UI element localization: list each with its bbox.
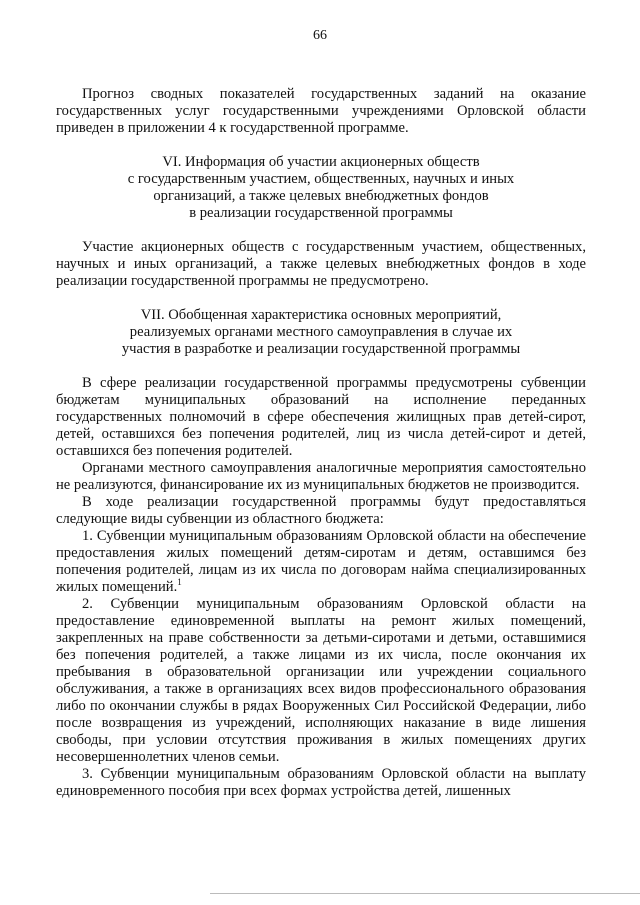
heading-line: реализуемых органами местного самоуправления в случае их: [129, 324, 513, 340]
list-item-2: 2. Субвенции муниципальным образованиям Орловской области на предоставление единовременной выплаты на ремонт жилых помещений, закрепленных на праве собственности за детьми-сиротами и детьми, оставшимися без попечения родителей, а также лицами из их числа, после окончания их пребывания в образовательной организации или учреждении социального обслуживания, а также в организациях всех видов профессионального образования либо по окончании службы в рядах Вооруженных Сил Российской Федерации, либо после возвращения из учреждений, исполняющих наказание в виде лишения свободы, при условии отсутствия проживания в жилых помещениях других несовершеннолетних членов семьи.: [56, 596, 586, 765]
section-6-heading: [56, 154, 586, 222]
document-body: [56, 86, 586, 800]
list-item-1: [56, 528, 586, 596]
local-government-paragraph: Органами местного самоуправления аналогичные мероприятия самостоятельно не реализуются, финансирование их из муниципальных бюджетов не производится.: [56, 460, 586, 493]
subvention-types-paragraph: В ходе реализации государственной программы будут предоставляться следующие виды субвенции из областного бюджета:: [56, 494, 586, 527]
heading-line: участия в разработке и реализации государственной программы: [121, 341, 521, 357]
heading-line: организаций, а также целевых внебюджетных фондов: [153, 188, 489, 204]
list-item-1-text: 1. Субвенции муниципальным образованиям Орловской области на обеспечение предоставления жилых помещений детям-сиротам и детям, оставшимся без попечения родителей, лицам из их числа по договорам найма специализированных жилых помещений.: [56, 528, 586, 595]
heading-line: VI. Информация об участии акционерных обществ: [162, 154, 480, 170]
heading-line: в реализации государственной программы: [189, 205, 453, 221]
forecast-paragraph: Прогноз сводных показателей государственных заданий на оказание государственных услуг государственными учреждениями Орловской области приведен в приложении 4 к государственной программе.: [56, 86, 586, 136]
section-7-heading: [56, 307, 586, 358]
section-6-paragraph: Участие акционерных обществ с государственным участием, общественных, научных и иных организаций, а также целевых внебюджетных фондов в ходе реализации государственной программы не предусмотрено.: [56, 239, 586, 289]
footnote-marker: 1: [177, 577, 182, 588]
heading-line: с государственным участием, общественных, научных и иных: [127, 171, 515, 187]
heading-line: VII. Обобщенная характеристика основных мероприятий,: [140, 307, 502, 323]
page-number: 66: [313, 28, 327, 43]
subventions-paragraph: В сфере реализации государственной программы предусмотрены субвенции бюджетам муниципальных образований на исполнение переданных государственных полномочий в сфере обеспечения жилищных прав детей-сирот, детей, оставшихся без попечения родителей, лиц из числа детей-сирот и детей, оставшихся без попечения родителей.: [56, 375, 586, 459]
list-item-3: 3. Субвенции муниципальным образованиям Орловской области на выплату единовременного пособия при всех формах устройства детей, лишенных: [56, 766, 586, 799]
footnote-separator: [210, 893, 640, 894]
